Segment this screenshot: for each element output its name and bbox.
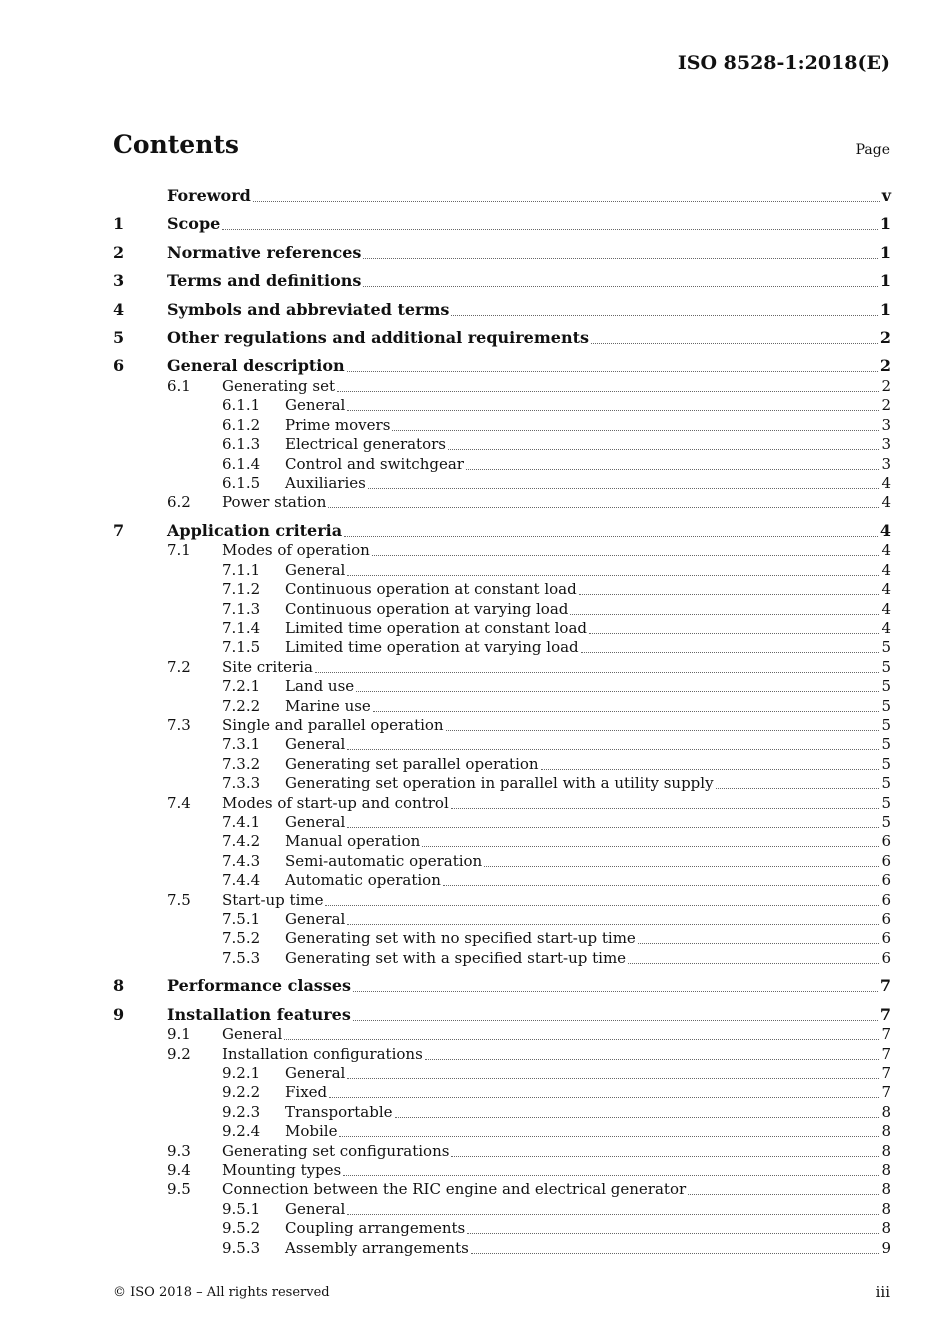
toc-entry[interactable] — [113, 715, 891, 735]
toc-entry[interactable] — [113, 415, 891, 435]
dot-leader — [363, 285, 877, 287]
toc-entry-number: 6.1.2 — [222, 415, 261, 434]
toc-entry-title[interactable]: General — [285, 1199, 346, 1218]
toc-entry[interactable] — [113, 812, 891, 832]
dot-leader — [363, 257, 877, 259]
dot-leader — [446, 729, 880, 731]
toc-entry-number: 7.4 — [167, 793, 191, 812]
toc-entry-page: 3 — [881, 415, 891, 434]
toc-entry[interactable] — [113, 657, 891, 677]
toc-entry-number: 4 — [113, 299, 125, 319]
toc-entry[interactable] — [113, 356, 891, 376]
page-column-label: Page — [855, 142, 890, 158]
toc-entry[interactable] — [113, 395, 891, 415]
toc-entry-number: 8 — [113, 976, 125, 996]
toc-entry-number: 9.2.4 — [222, 1122, 261, 1141]
toc-entry-page: 2 — [881, 377, 891, 395]
toc-entry-number: 7.1.3 — [222, 599, 261, 618]
dot-leader — [392, 429, 879, 431]
toc-entry-number: 9 — [113, 1004, 125, 1024]
toc-entry-title[interactable]: Power station — [222, 493, 327, 512]
toc-entry[interactable] — [113, 909, 891, 929]
toc-entry-page: 4 — [881, 580, 891, 599]
toc-entry[interactable] — [113, 492, 891, 512]
toc-entry-number: 7.1.1 — [222, 560, 261, 579]
dot-leader — [443, 884, 880, 886]
toc-entry-title[interactable]: Connection between the RIC engine and electrical generator — [222, 1180, 687, 1199]
toc-entry-page: 5 — [881, 657, 891, 676]
toc-entry-page: 4 — [881, 560, 891, 579]
toc-entry[interactable] — [113, 560, 891, 580]
dot-leader — [253, 200, 880, 202]
toc-entry-number: 9.2 — [167, 1044, 191, 1063]
toc-entry-title[interactable]: General — [222, 1025, 283, 1044]
toc-entry-title[interactable]: Manual operation — [285, 832, 421, 851]
dot-leader — [353, 990, 878, 992]
dot-leader — [353, 1019, 878, 1021]
toc-entry-page: 8 — [881, 1199, 891, 1218]
toc-entry-title[interactable]: Generating set configurations — [222, 1141, 450, 1160]
toc-entry-page: 5 — [881, 638, 891, 657]
toc-entry-number: 7.5.1 — [222, 910, 261, 928]
toc-entry-page: 8 — [881, 1180, 891, 1199]
toc-entry-title[interactable]: Start-up time — [222, 890, 324, 909]
toc-entry-page: 2 — [879, 356, 891, 376]
toc-entry-page: 4 — [881, 474, 891, 492]
toc-entry-number: 2 — [113, 242, 125, 262]
dot-leader — [329, 1096, 879, 1098]
dot-leader — [628, 962, 879, 964]
dot-leader — [466, 468, 880, 470]
dot-leader — [467, 1232, 879, 1234]
dot-leader — [638, 942, 880, 944]
toc-entry-title[interactable]: Fixed — [285, 1083, 328, 1102]
toc-entry[interactable] — [113, 928, 891, 948]
toc-entry-page: 8 — [881, 1102, 891, 1121]
toc-entry-title[interactable]: Mounting types — [222, 1161, 342, 1179]
toc-entry-title[interactable]: Performance classes — [167, 976, 352, 996]
toc-entry-page: 6 — [881, 832, 891, 851]
toc-entry-page: 4 — [881, 619, 891, 637]
dot-leader — [448, 448, 879, 450]
toc-entry[interactable] — [113, 473, 891, 493]
toc-entry-number: 9.5 — [167, 1180, 191, 1199]
toc-entry[interactable] — [113, 831, 891, 851]
dot-leader — [372, 554, 880, 556]
toc-entry-title[interactable]: Installation configurations — [222, 1044, 423, 1063]
dot-leader — [451, 1155, 879, 1157]
toc-entry-title[interactable]: Generating set with no specified start-up time — [285, 929, 636, 948]
toc-entry-number: 7.3 — [167, 716, 191, 734]
toc-entry-title[interactable]: Generating set — [222, 377, 335, 395]
copyright-notice: © ISO 2018 – All rights reserved — [113, 1285, 330, 1300]
toc-entry[interactable] — [113, 271, 891, 291]
toc-entry-title[interactable]: Electrical generators — [285, 435, 446, 454]
toc-entry[interactable] — [113, 1199, 891, 1219]
toc-entry-title[interactable]: Modes of start-up and control — [222, 793, 449, 812]
document-id: ISO 8528-1:2018(E) — [677, 52, 890, 74]
toc-entry[interactable] — [113, 214, 891, 234]
toc-entry-title[interactable]: General — [285, 560, 346, 579]
toc-entry-title[interactable]: Terms and definitions — [167, 271, 362, 291]
toc-entry-page: 8 — [881, 1219, 891, 1238]
page-number: iii — [875, 1283, 890, 1301]
dot-leader — [425, 1058, 880, 1060]
toc-entry-page: 7 — [881, 1025, 891, 1044]
dot-leader — [284, 1038, 879, 1040]
toc-entry[interactable] — [113, 676, 891, 696]
dot-leader — [344, 535, 878, 537]
toc-entry[interactable] — [113, 948, 891, 968]
dot-leader — [347, 1213, 879, 1215]
toc-entry-number: 7.1.5 — [222, 638, 261, 657]
toc-entry-number: 6.1.4 — [222, 454, 261, 473]
toc-entry-title[interactable]: Land use — [285, 677, 355, 696]
toc-entry-page: 5 — [881, 774, 891, 793]
toc-entry[interactable] — [113, 328, 891, 348]
toc-entry-title[interactable]: Installation features — [167, 1004, 351, 1024]
toc-entry[interactable] — [113, 618, 891, 638]
toc-entry[interactable] — [113, 1160, 891, 1180]
toc-entry[interactable] — [113, 696, 891, 716]
toc-entry-number: 6.1.5 — [222, 474, 261, 492]
toc-entry-title[interactable]: Continuous operation at constant load — [285, 580, 577, 599]
toc-entry-page: 7 — [879, 1004, 891, 1024]
dot-leader — [347, 923, 879, 925]
toc-entry-title[interactable]: General — [285, 735, 346, 754]
toc-entry-page: v — [881, 186, 891, 205]
toc-entry-page: 8 — [881, 1122, 891, 1141]
toc-entry-page: 1 — [879, 214, 891, 234]
toc-entry-number: 9.3 — [167, 1141, 191, 1160]
toc-entry-page: 5 — [881, 793, 891, 812]
toc-entry-page: 2 — [881, 396, 891, 415]
toc-entry-number: 9.5.3 — [222, 1238, 261, 1257]
toc-entry[interactable] — [113, 976, 891, 996]
dot-leader — [328, 506, 879, 508]
toc-entry[interactable] — [113, 1024, 891, 1044]
toc-entry[interactable] — [113, 773, 891, 793]
toc-entry-page: 5 — [881, 677, 891, 696]
toc-entry-title[interactable]: Generating set with a specified start-up time — [285, 948, 627, 967]
toc-entry[interactable] — [113, 1121, 891, 1141]
toc-entry-number: 9.4 — [167, 1161, 191, 1179]
toc-entry-number: 6.2 — [167, 493, 191, 512]
toc-entry-title[interactable]: Symbols and abbreviated terms — [167, 299, 450, 319]
toc-entry[interactable] — [113, 754, 891, 774]
toc-entry-page: 8 — [881, 1141, 891, 1160]
toc-entry-number: 7.1.2 — [222, 580, 261, 599]
toc-entry[interactable] — [113, 1218, 891, 1238]
toc-entry-page: 5 — [881, 696, 891, 715]
toc-entry-page: 2 — [879, 328, 891, 347]
toc-entry[interactable] — [113, 793, 891, 813]
dot-leader — [347, 826, 879, 828]
dot-leader — [451, 807, 880, 809]
toc-entry-title[interactable]: General — [285, 910, 346, 928]
dot-leader — [589, 632, 879, 634]
toc-entry[interactable] — [113, 1082, 891, 1102]
dot-leader — [451, 314, 877, 316]
toc-entry-number: 5 — [113, 328, 125, 347]
toc-entry[interactable] — [113, 540, 891, 560]
toc-entry-number: 7.5 — [167, 890, 191, 909]
toc-entry-number: 7 — [113, 520, 125, 540]
toc-entry[interactable] — [113, 734, 891, 754]
dot-leader — [343, 1174, 879, 1176]
dot-leader — [422, 845, 879, 847]
toc-entry-title[interactable]: Foreword — [167, 186, 251, 205]
toc-entry[interactable] — [113, 599, 891, 619]
toc-entry-title[interactable]: Modes of operation — [222, 541, 370, 560]
toc-entry[interactable] — [113, 1005, 891, 1025]
toc-entry-page: 5 — [881, 813, 891, 831]
toc-entry-title[interactable]: Control and switchgear — [285, 454, 464, 473]
toc-entry-number: 7.1.4 — [222, 619, 261, 637]
toc-entry-page: 6 — [881, 890, 891, 909]
toc-entry-number: 7.2.1 — [222, 677, 261, 696]
toc-entry[interactable] — [113, 1179, 891, 1199]
dot-leader — [373, 710, 880, 712]
toc-entry-title[interactable]: Transportable — [285, 1102, 393, 1121]
toc-entry[interactable] — [113, 1044, 891, 1064]
toc-entry-page: 5 — [881, 735, 891, 754]
toc-entry-page: 1 — [879, 242, 891, 262]
dot-leader — [356, 690, 879, 692]
toc-entry-page: 6 — [881, 871, 891, 890]
toc-entry-number: 7.2 — [167, 657, 191, 676]
toc-entry[interactable] — [113, 521, 891, 541]
toc-entry[interactable] — [113, 1238, 891, 1258]
toc-entry[interactable] — [113, 1063, 891, 1083]
toc-entry[interactable] — [113, 870, 891, 890]
toc-entry-title[interactable]: Coupling arrangements — [285, 1219, 466, 1238]
toc-entry-page: 4 — [881, 599, 891, 618]
toc-entry[interactable] — [113, 1141, 891, 1161]
dot-leader — [688, 1193, 879, 1195]
dot-leader — [222, 228, 878, 230]
toc-entry-page: 6 — [881, 929, 891, 948]
toc-entry-title[interactable]: Marine use — [285, 696, 371, 715]
toc-entry-number: 7.4.4 — [222, 871, 261, 890]
toc-entry[interactable] — [113, 186, 891, 206]
toc-entry-title[interactable]: Semi-automatic operation — [285, 851, 483, 870]
toc-entry-number: 6.1.1 — [222, 396, 261, 415]
toc-entry-page: 4 — [879, 520, 891, 540]
toc-entry-page: 5 — [881, 754, 891, 773]
toc-entry-title[interactable]: Single and parallel operation — [222, 716, 444, 734]
dot-leader — [579, 593, 880, 595]
toc-entry-title[interactable]: Generating set parallel operation — [285, 754, 539, 773]
toc-entry[interactable] — [113, 579, 891, 599]
toc-entry-title[interactable]: Assembly arrangements — [285, 1238, 469, 1257]
toc-entry-number: 9.5.2 — [222, 1219, 261, 1238]
toc-entry-page: 1 — [879, 271, 891, 291]
toc-entry[interactable] — [113, 1102, 891, 1122]
dot-leader — [716, 787, 880, 789]
dot-leader — [471, 1252, 880, 1254]
dot-leader — [581, 651, 880, 653]
toc-entry-number: 7.2.2 — [222, 696, 261, 715]
toc-entry-number: 9.2.2 — [222, 1083, 261, 1102]
dot-leader — [339, 1135, 879, 1137]
dot-leader — [337, 390, 879, 392]
toc-entry-title[interactable]: Application criteria — [167, 520, 343, 540]
toc-entry-title[interactable]: General description — [167, 356, 345, 376]
dot-leader — [395, 1116, 880, 1118]
toc-entry-number: 9.1 — [167, 1025, 191, 1044]
dot-leader — [347, 748, 879, 750]
toc-entry-title[interactable]: Normative references — [167, 242, 362, 262]
toc-entry-title[interactable]: Scope — [167, 214, 221, 234]
dot-leader — [347, 1077, 879, 1079]
toc-entry-page: 4 — [881, 541, 891, 560]
toc-entry-page: 7 — [879, 976, 891, 996]
toc-entry-number: 9.2.3 — [222, 1102, 261, 1121]
dot-leader — [315, 671, 880, 673]
toc-entry-number: 7.1 — [167, 541, 191, 560]
dot-leader — [347, 409, 879, 411]
toc-entry-title[interactable]: Limited time operation at constant load — [285, 619, 587, 637]
toc-entry-number: 7.4.3 — [222, 851, 261, 870]
dot-leader — [368, 487, 880, 489]
toc-entry-title[interactable]: General — [285, 813, 346, 831]
toc-entry[interactable] — [113, 454, 891, 474]
toc-entry-title[interactable]: Site criteria — [222, 657, 313, 676]
dot-leader — [347, 370, 878, 372]
toc-entry-number: 7.4.2 — [222, 832, 261, 851]
toc-entry-page: 3 — [881, 435, 891, 454]
toc-entry[interactable] — [113, 851, 891, 871]
toc-entry-number: 7.3.1 — [222, 735, 261, 754]
toc-entry-title[interactable]: Limited time operation at varying load — [285, 638, 579, 657]
page-title: Contents — [113, 130, 240, 159]
toc-entry[interactable] — [113, 300, 891, 320]
toc-entry-title[interactable]: General — [285, 1064, 346, 1082]
toc-entry-number: 6 — [113, 356, 125, 376]
toc-entry-page: 4 — [881, 493, 891, 512]
toc-entry-number: 3 — [113, 271, 125, 291]
toc-entry-number: 6.1.3 — [222, 435, 261, 454]
toc-entry-number: 9.5.1 — [222, 1199, 261, 1218]
toc-entry-page: 7 — [881, 1083, 891, 1102]
toc-entry-page: 9 — [881, 1238, 891, 1257]
toc-entry-page: 7 — [881, 1064, 891, 1082]
toc-entry[interactable] — [113, 376, 891, 396]
toc-entry-number: 7.5.3 — [222, 948, 261, 967]
toc-entry-number: 7.3.3 — [222, 774, 261, 793]
toc-entry[interactable] — [113, 434, 891, 454]
toc-entry-title[interactable]: Other regulations and additional requirements — [167, 328, 589, 347]
toc-entry-page: 6 — [881, 851, 891, 870]
dot-leader — [347, 574, 879, 576]
dot-leader — [570, 613, 879, 615]
toc-entry-title[interactable]: Prime movers — [285, 415, 391, 434]
toc-entry-page: 3 — [881, 454, 891, 473]
toc-entry-title[interactable]: Continuous operation at varying load — [285, 599, 569, 618]
toc-entry[interactable] — [113, 243, 891, 263]
toc-entry-page: 1 — [879, 299, 891, 319]
dot-leader — [541, 768, 880, 770]
dot-leader — [591, 342, 878, 344]
toc-entry[interactable] — [113, 890, 891, 910]
toc-entry-title[interactable]: Mobile — [285, 1122, 338, 1141]
toc-entry-number: 1 — [113, 214, 125, 234]
toc-entry-page: 6 — [881, 910, 891, 928]
toc-entry-title[interactable]: Generating set operation in parallel with a utility supply — [285, 774, 714, 793]
toc-entry-number: 9.2.1 — [222, 1064, 261, 1082]
toc-entry-page: 8 — [881, 1161, 891, 1179]
toc-entry-title[interactable]: General — [285, 396, 346, 415]
dot-leader — [484, 865, 879, 867]
toc-entry[interactable] — [113, 637, 891, 657]
dot-leader — [325, 904, 879, 906]
toc-entry-number: 7.5.2 — [222, 929, 261, 948]
toc-entry-page: 5 — [881, 716, 891, 734]
toc-entry-page: 6 — [881, 948, 891, 967]
toc-entry-number: 6.1 — [167, 377, 191, 395]
toc-entry-number: 7.4.1 — [222, 813, 261, 831]
toc-entry-title[interactable]: Automatic operation — [285, 871, 441, 890]
toc-entry-number: 7.3.2 — [222, 754, 261, 773]
toc-entry-title[interactable]: Auxiliaries — [285, 474, 366, 492]
toc-entry-page: 7 — [881, 1044, 891, 1063]
